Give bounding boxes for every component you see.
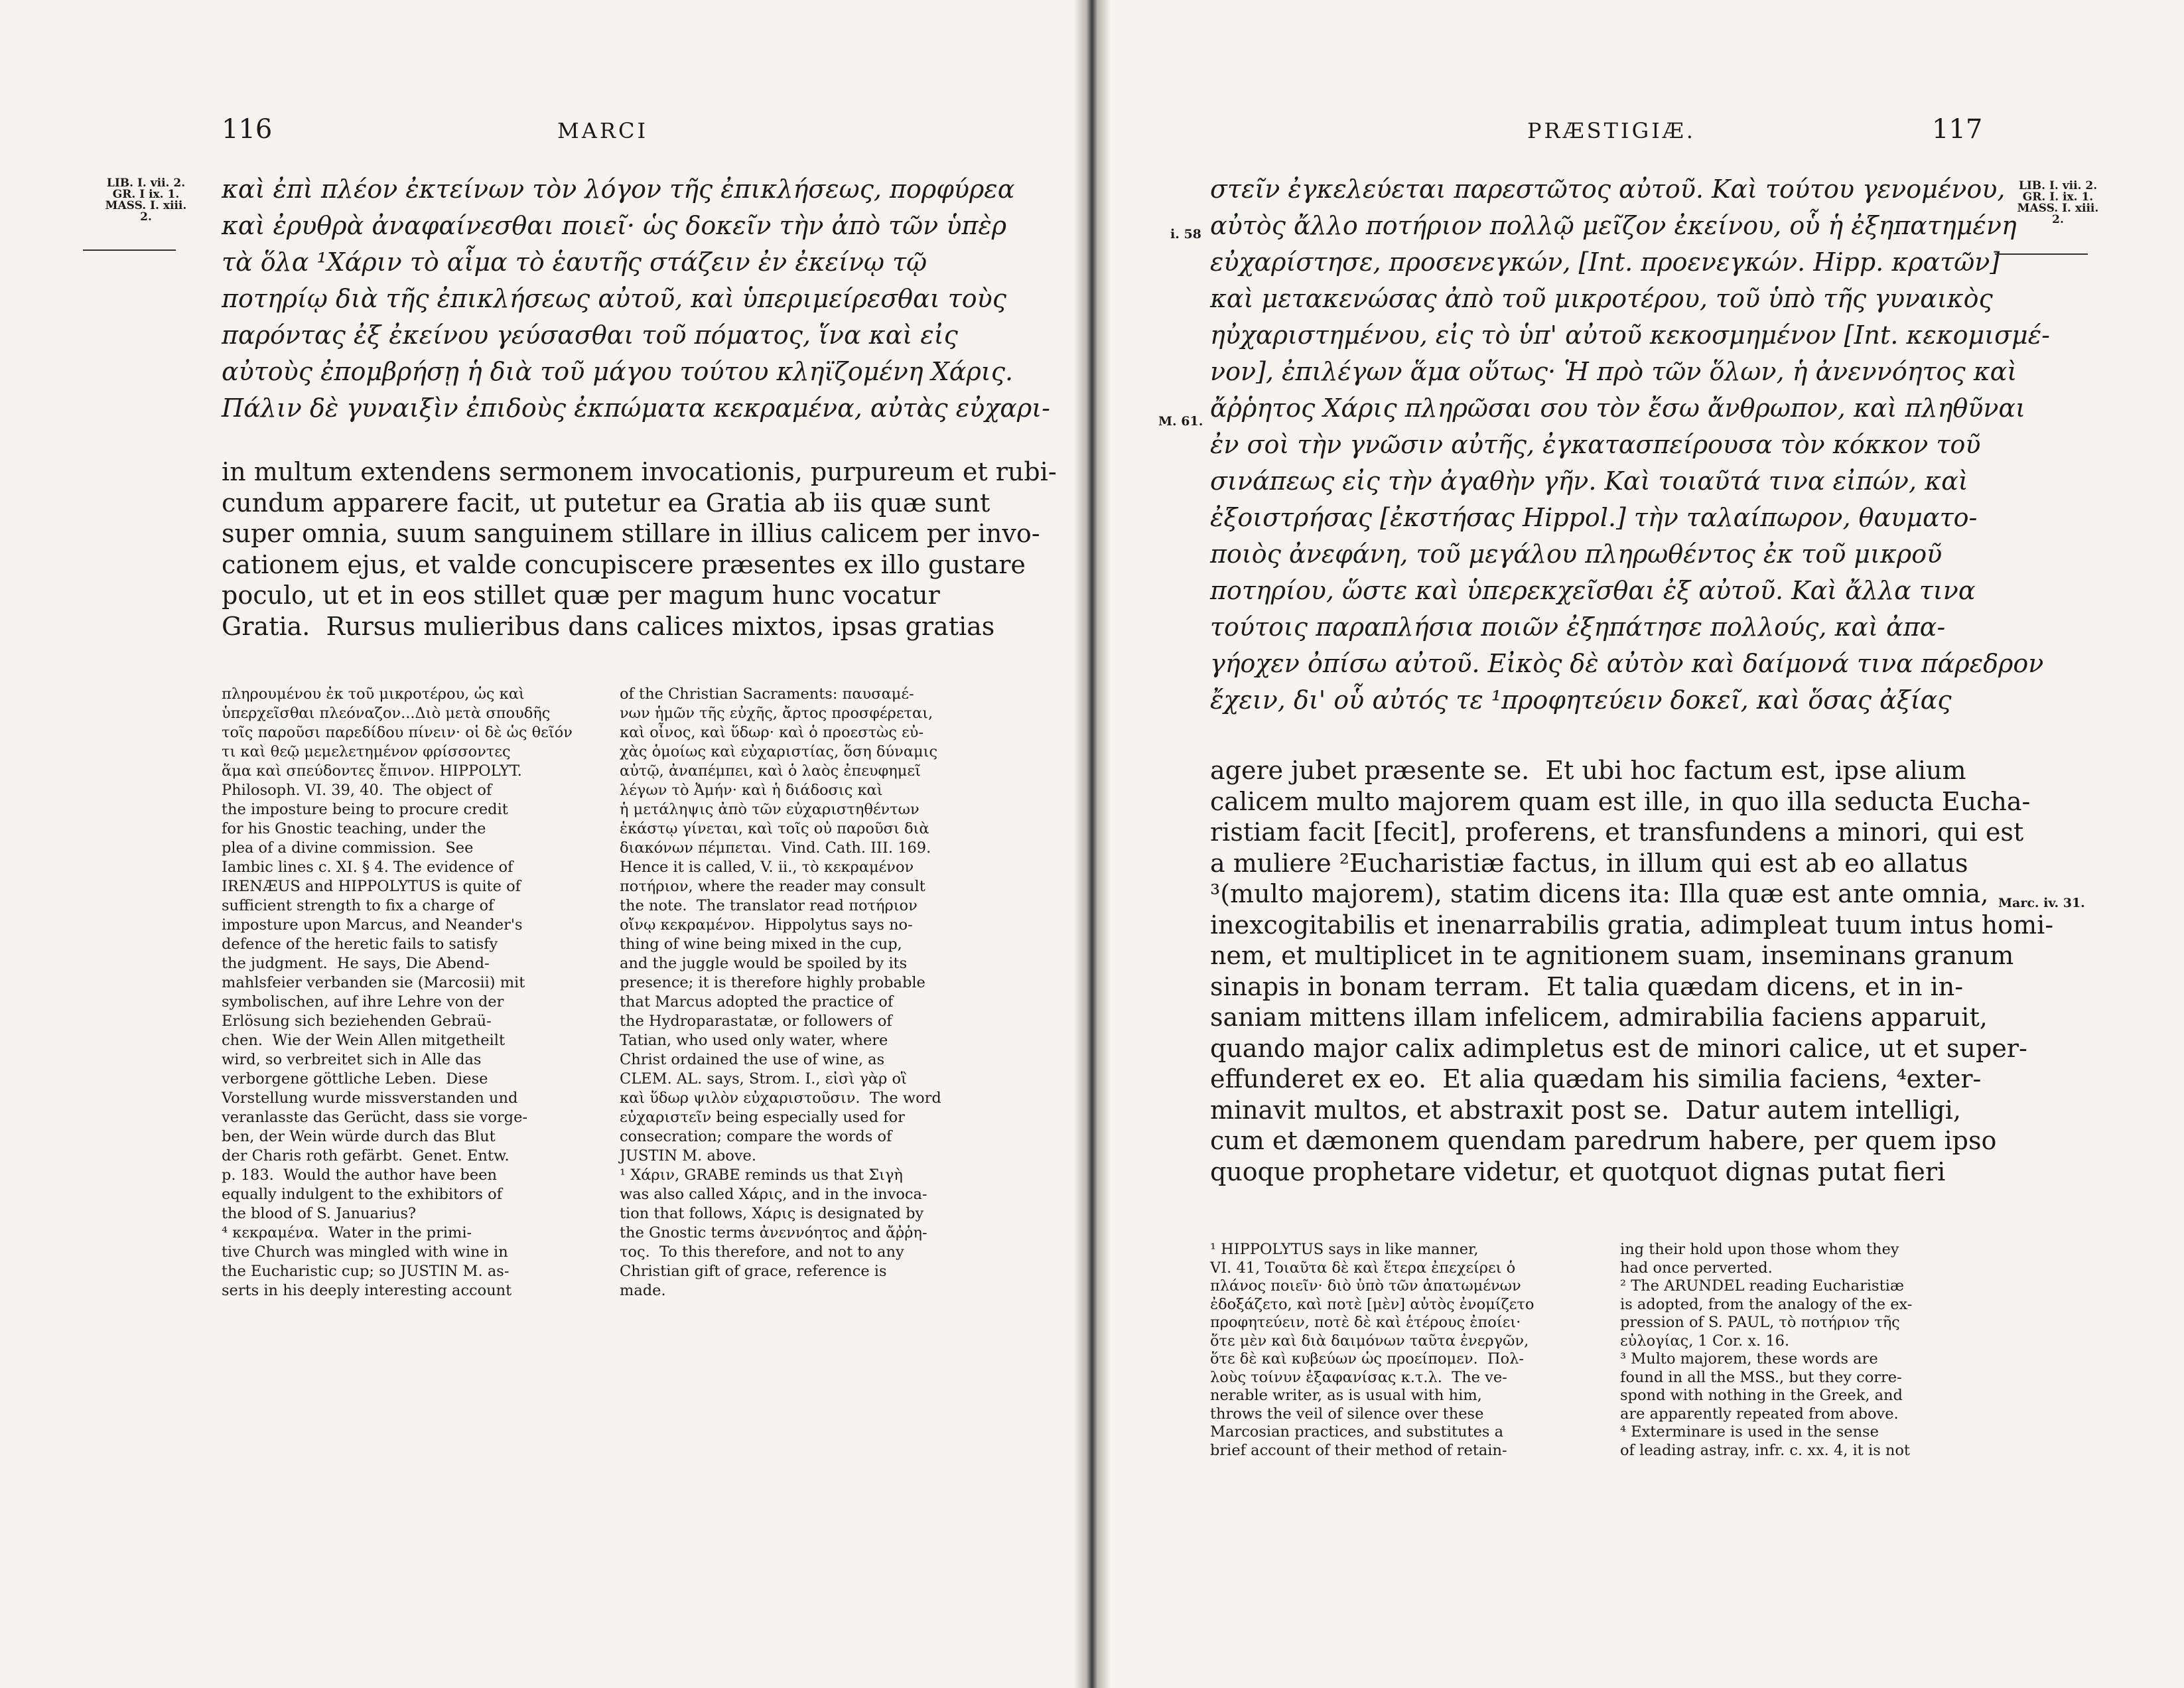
margin-reference: LIB. I. vii. 2. GR. I ix. 1. MASS. I. xiii. 2. bbox=[105, 176, 187, 224]
footnotes-column-2: ing their hold upon those whom they had once perverted. ² The ARUNDEL reading Eucharistiæ is adopted, from the analogy of the ex- pression of S. PAUL, τὸ ποτήριον τῆς εὐλογίας, 1 Cor. x. 16. ³ Multo majorem, these words are found in all the MSS., but they corre- spond with nothing in the Greek, and are apparently repeated from above. ⁴ Exterminare is used in the sense of leading astray, infr. c. xx. 4, it is not bbox=[1620, 1241, 1913, 1459]
footnotes-column-1: ¹ HIPPOLYTUS says in like manner, VI. 41, Τοιαῦτα δὲ καὶ ἕτερα ἐπεχείρει ὁ πλάνος ποιεῖν· διὸ ὑπὸ τῶν ἀπατωμένων ἐδοξάζετο, καὶ ποτὲ [μὲν] αὐτὸς ἐνομίζετο προφητεύειν, ποτὲ δὲ καὶ ἑτέρους ἐποίει· ὅτε μὲν καὶ διὰ δαιμόνων ταῦτα ἐνεργῶν, ὅτε δὲ καὶ κυβεύων ὡς προείπομεν. Πολ- λοὺς τοίνυν ἐξαφανίσας κ.τ.λ. The ve- nerable writer, as is usual with him, throws the veil of silence over these Marcosian practices, and substitutes a brief account of their method of retain- bbox=[1210, 1241, 1535, 1459]
latin-text: in multum extendens sermonem invocationis, purpureum et rubi- cundum apparere facit, ut putetur ea Gratia ab iis quæ sunt super omnia, suum sanguinem stillare in illius calicem per invo- cationem ejus, et valde concupiscere præsentes ex illo gustare poculo, ut et in eos stillet quæ per magum hunc vocatur Gratia. Rursus mulieribus dans calices mixtos, ipsas gratias bbox=[222, 457, 1057, 641]
running-head: MARCI bbox=[557, 118, 649, 143]
margin-rule bbox=[1995, 253, 2088, 255]
footnotes-column-2: of the Christian Sacraments: παυσαμέ- νων ἡμῶν τῆς εὐχῆς, ἄρτος προσφέρεται, καὶ οἶνος, καὶ ὕδωρ· καὶ ὁ προεστὼς εὐ- χὰς ὁμοίως καὶ εὐχαριστίας, ὅση δύναμις αὐτῷ, ἀναπέμπει, καὶ ὁ λαὸς ἐπευφημεῖ λέγων τὸ Ἀμήν· καὶ ἡ διάδοσις καὶ ἡ μετάληψις ἀπὸ τῶν εὐχαριστηθέντων ἑκάστῳ γίνεται, καὶ τοῖς οὐ παροῦσι διὰ διακόνων πέμπεται. Vind. Cath. III. 169. Hence it is called, V. ii., τὸ κεκραμένον ποτήριον, where the reader may consult the note. The translator read ποτήριον οἴνῳ κεκραμένον. Hippolytus says no- thing of wine being mixed in the cup, and the juggle would be spoiled by its presence; it is therefore highly probable that Marcus adopted the practice of the Hydroparastatæ, or followers of Tatian, who used only water, where Christ ordained the use of wine, as CLEM. AL. says, Strom. I., εἰσὶ γὰρ οἳ καὶ ὕδωρ ψιλὸν εὐχαριστοῦσιν. The word εὐχαριστεῖν being especially used for consecration; compare the words of JUSTIN M. above. ¹ Χάριν, GRABE reminds us that Σιγὴ was also called Χάρις, and in the invoca- tion that follows, Χάρις is designated by the Gnostic terms ἀνεννόητος and ἄῤῥη- τος. To this therefore, and not to any Christian gift of grace, reference is made. bbox=[620, 685, 941, 1299]
margin-note: M. 61. bbox=[1158, 414, 1203, 429]
page-number: 117 bbox=[1932, 114, 1983, 145]
margin-rule bbox=[83, 249, 176, 251]
left-page bbox=[0, 0, 1088, 1688]
latin-text: agere jubet præsente se. Et ubi hoc factum est, ipse alium calicem multo majorem quam est ille, in quo illa seducta Eucha- ristiam facit [fecit], proferens, et transfundens a minori, qui est a muliere ²Eucharistiæ factus, in illum qui est ab eo allatus ³(multo majorem), statim dicens ita: Illa quæ est ante omnia, inexcogitabilis et inenarrabilis gratia, adimpleat tuum intus homi- nem, et multiplicet in te agnitionem suam, inseminans granum sinapis in bonam terram. Et talia quædam dicens, et in in- saniam mittens illam infelicem, admirabilia faciens apparuit, quando major calix adimpletus est de minori calice, ut et super- effunderet ex eo. Et alia quædam his similia faciens, ⁴exter- minavit multos, et abstraxit post se. Datur autem intelligi, cum et dæmonem quendam paredrum habere, per quem ipso quoque prophetare videtur, et quotquot dignas putat fieri bbox=[1210, 756, 2054, 1186]
right-page bbox=[1096, 0, 2184, 1688]
greek-text: στεῖν ἐγκελεύεται παρεστῶτος αὐτοῦ. Καὶ τούτου γενομένου, αὐτὸς ἄλλο ποτήριον πολλῷ μεῖζον ἐκείνου, οὗ ἡ ἐξηπατημένη εὐχαρίστησε, προσενεγκών, [Int. προενεγκών. Ηipp. κρατῶν] καὶ μετακενώσας ἀπὸ τοῦ μικροτέρου, τοῦ ὑπὸ τῆς γυναικὸς ηὐχαριστημένου, εἰς τὸ ὑπ' αὐτοῦ κεκοσμημένον [Int. κεκομισμέ- νον], ἐπιλέγων ἅμα οὕτως· Ἡ πρὸ τῶν ὅλων, ἡ ἀνεννόητος καὶ ἄῤῥητος Χάρις πληρῶσαι σου τὸν ἔσω ἄνθρωπον, καὶ πληθῦναι ἐν σοὶ τὴν γνῶσιν αὐτῆς, ἐγκατασπείρουσα τὸν κόκκον τοῦ σινάπεως εἰς τὴν ἀγαθὴν γῆν. Καὶ τοιαῦτά τινα εἰπών, καὶ ἐξοιστρήσας [ἐκστήσας Ηippol.] τὴν ταλαίπωρον, θαυματο- ποιὸς ἀνεφάνη, τοῦ μεγάλου πληρωθέντος ἐκ τοῦ μικροῦ ποτηρίου, ὥστε καὶ ὑπερεκχεῖσθαι ἐξ αὐτοῦ. Καὶ ἄλλα τινα τούτοις παραπλήσια ποιῶν ἐξηπάτησε πολλούς, καὶ ἀπα- γήοχεν ὀπίσω αὐτοῦ. Εἰκὸς δὲ αὐτὸν καὶ δαίμονά τινα πάρεδρον ἔχειν, δι' οὗ αὐτός τε ¹προφητεύειν δοκεῖ, καὶ ὅσας ἀξίας bbox=[1210, 175, 2050, 715]
greek-text: καὶ ἐπὶ πλέον ἐκτείνων τὸν λόγον τῆς ἐπικλήσεως, πορφύρεα καὶ ἐρυθρὰ ἀναφαίνεσθαι ποιεῖ· ὡς δοκεῖν τὴν ἀπὸ τῶν ὑπὲρ τὰ ὅλα ¹Χάριν τὸ αἷμα τὸ ἑαυτῆς στάζειν ἐν ἐκείνῳ τῷ ποτηρίῳ διὰ τῆς ἐπικλήσεως αὐτοῦ, καὶ ὑπεριμείρεσθαι τοὺς παρόντας ἐξ ἐκείνου γεύσασθαι τοῦ πόματος, ἵνα καὶ εἰς αὐτοὺς ἐπομβρήσῃ ἡ διὰ τοῦ μάγου τούτου κληϊζομένη Χάρις. Πάλιν δὲ γυναιξὶν ἐπιδοὺς ἐκπώματα κεκραμένα, αὐτὰς εὐχαρι- bbox=[222, 175, 1050, 423]
margin-note: Marc. iv. 31. bbox=[1998, 896, 2085, 910]
margin-note: i. 58 bbox=[1170, 227, 1201, 242]
page-number: 116 bbox=[222, 114, 273, 145]
margin-reference: LIB. I. vii. 2. GR. I. ix. 1. MASS. I. xiii. 2. bbox=[2017, 179, 2099, 226]
footnotes-column-1: πληρουμένου ἐκ τοῦ μικροτέρου, ὡς καὶ ὑπερχεῖσθαι πλεόναζον...Διὸ μετὰ σπουδῆς τοῖς παροῦσι παρεδίδου πίνειν· οἱ δὲ ὡς θεῖόν τι καὶ θεῷ μεμελετημένον φρίσσοντες ἅμα καὶ σπεύδοντες ἔπινον. HIPPOLYT. Philosoph. VI. 39, 40. The object of the imposture being to procure credit for his Gnostic teaching, under the plea of a divine commission. See Iambic lines c. XI. § 4. The evidence of IRENÆUS and HIPPOLYTUS is quite of sufficient strength to fix a charge of imposture upon Marcus, and Neander's defence of the heretic fails to satisfy the judgment. He says, Die Abend- mahlsfeier verbanden sie (Marcosii) mit symbolischen, auf ihre Lehre von der Erlösung sich beziehenden Gebraü- chen. Wie der Wein Allen mitgetheilt wird, so verbreitet sich in Alle das verborgene göttliche Leben. Diese Vorstellung wurde missverstanden und veranlasste das Gerücht, dass sie vorge- ben, der Wein würde durch das Blut der Charis roth gefärbt. Genet. Entw. p. 183. Would the author have been equally indulgent to the exhibitors of the blood of S. Januarius? ⁴ κεκραμένα. Water in the primi- tive Church was mingled with wine in the Eucharistic cup; so JUSTIN M. as- serts in his deeply interesting account bbox=[222, 685, 573, 1299]
running-head: PRÆSTIGIÆ. bbox=[1527, 118, 1696, 143]
